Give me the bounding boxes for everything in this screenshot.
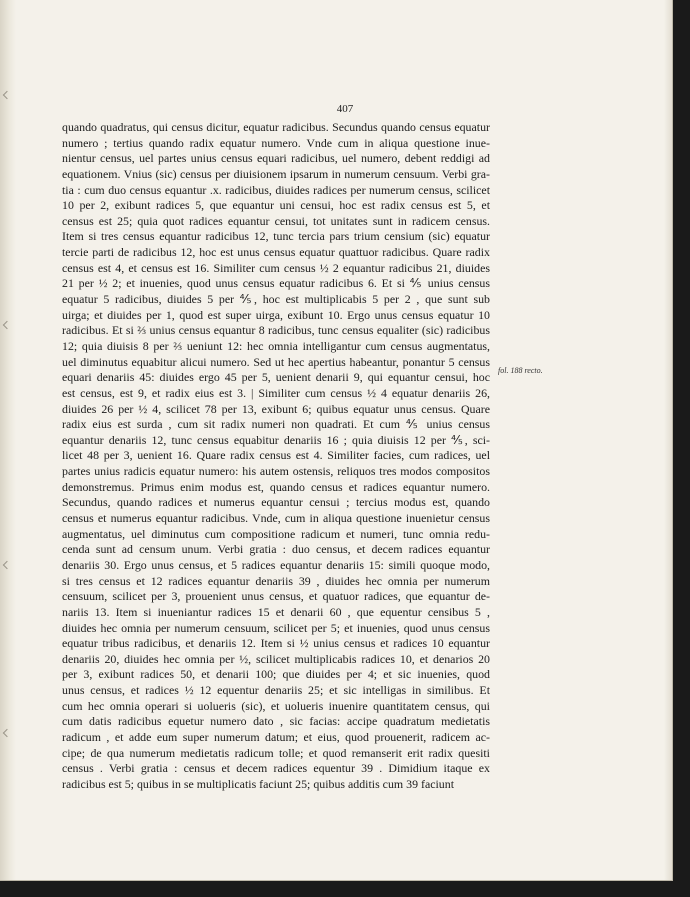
page-edge-shadow xyxy=(664,0,672,880)
text-line: cenda sunt ad censum unum. Verbi gratia : duo census, et decem radices equantur xyxy=(62,542,490,557)
binding-mark-icon xyxy=(3,321,11,329)
text-line: nariis 13. Item si inueniantur radices 15 et denarii 60 , que equentur censibus 5 , xyxy=(62,604,490,619)
text-line: census est 4, et census est 16. Similiter cum census ½ 2 equantur radicibus 21, diuides xyxy=(62,260,490,275)
text-line: demonstremus. Primus enim modus est, quando census et radices equantur numero. xyxy=(62,479,490,494)
text-line: equatur tribus radicibus, et denariis 12. Item si ½ unius census et radices 10 equantur xyxy=(62,636,490,651)
text-line: unus census, et radices ½ 12 equentur denariis 25; et sic intelligas in similibus. Et xyxy=(62,683,490,698)
text-line: census est 25; quia quot radices equantur censui, tot unitates sunt in radicem census. xyxy=(62,213,490,228)
text-line: census . Verbi gratia : census et decem radices equentur 39 . Dimidium itaque ex xyxy=(62,761,490,776)
text-line: diuides 26 per ½ 4, scilicet 78 per 13, exibunt 6; quibus equatur unus census. Quare xyxy=(62,401,490,416)
text-line: 12; quia diuisis 8 per ⅔ ueniunt 12: hec omnia intelligantur cum census augmentatus, xyxy=(62,338,490,353)
page-binding-shadow xyxy=(0,0,16,880)
text-line: licet 48 per 3, uenient 16. Quare radix census est 4. Similiter facies, cum radices, uel xyxy=(62,448,490,463)
text-line: uirga; et diuides per 1, quod est super uirga, exibunt 10. Ergo unus census equatur 10 xyxy=(62,307,490,322)
page-number: 407 xyxy=(336,103,354,115)
text-line: cipe; de qua numerum medietatis radicum tolle; et quod remanserit erit radix quesiti xyxy=(62,745,490,760)
text-line: uel diminutus equabitur alicui numero. Sed ut hec apertius habeantur, ponantur 5 census xyxy=(62,354,490,369)
binding-mark-icon xyxy=(3,91,11,99)
text-line: equationem. Vnius (sic) census per diuisionem ipsarum in numerum censuum. Verbi gra- xyxy=(62,166,490,181)
text-line: tia : cum duo census equantur .x. radicibus, diuides radices per numerum census, scilicet xyxy=(62,182,490,197)
binding-mark-icon xyxy=(3,561,11,569)
text-line: Secundus, quando radices et numerus equantur censui ; tercius modus est, quando xyxy=(62,495,490,510)
text-line: radix eius est surda , cum sit radix numeri non quadrati. Et cum ⅘ unius census xyxy=(62,417,490,432)
text-line: quando quadratus, qui census dicitur, equatur radicibus. Secundus quando census equatur xyxy=(62,120,490,134)
text-line: radicibus. Et si ⅔ unius census equantur 8 radicibus, tunc census equaliter (sic) radicibus xyxy=(62,323,490,338)
binding-mark-icon xyxy=(3,729,11,737)
text-line: tercie parti de radicibus 12, hoc est unus census equatur quattuor radicibus. Quare radix xyxy=(62,245,490,260)
text-line: partes unius radicis equatur numero: his autem ostensis, reliquos tres modos compositos xyxy=(62,464,490,479)
body-text xyxy=(62,120,490,793)
text-line: diuides hec omnia per numerum censuum, scilicet per 5; et inuenies, quod unus census xyxy=(62,620,490,635)
text-line: numero ; tertius quando radix equatur numero. Vnde cum in aliqua questione inue- xyxy=(62,135,490,150)
text-line: equari denariis 45: diuides ergo 45 per 5, uenient denarii 9, qui equantur censui, hoc xyxy=(62,370,490,385)
text-line: denariis 30. Ergo unus census, et 5 radices equantur denariis 15: simili quoque modo, xyxy=(62,557,490,572)
text-line: equatur 5 radicibus, diuides 5 per ⅘, hoc est multiplicabis 5 per 2 , que sunt sub xyxy=(62,292,490,307)
text-line: censuum, scilicet per 3, prouenient unus census, et quatuor radices, que equantur de- xyxy=(62,589,490,604)
text-line: augmentatus, uel diminutus cum compositione radicum et numeri, tunc omnia redu- xyxy=(62,526,490,541)
text-line: nientur census, uel partes unius census equari radicibus, uel numero, debent reddigi ad xyxy=(62,151,490,166)
text-line: census et numerus equantur radicibus. Vnde, cum in aliqua questione inuenietur census xyxy=(62,511,490,526)
text-line: Item si tres census equantur radicibus 12, tunc tercia pars trium censium (sic) equatur xyxy=(62,229,490,244)
text-line: est census, est 9, et radix eius est 3. | Similiter cum census ½ 4 equatur denariis 26, xyxy=(62,385,490,400)
text-line: equantur denariis 12, tunc census equabitur denariis 16 ; quia diuisis 12 per ⅘, sci- xyxy=(62,432,490,447)
text-line: per 3, exibunt radices 50, et denarii 100; que diuides per 4; et sic inuenies, quod xyxy=(62,667,490,682)
text-line: cum hec omnia operari si uolueris (sic), et uolueris inuenire quantitatem census, qui xyxy=(62,698,490,713)
margin-note: fol. 188 recto. xyxy=(498,366,543,375)
text-line: cum datis radicibus equetur numero dato , sic facias: accipe quadratum medietatis xyxy=(62,714,490,729)
text-line: 10 per 2, exibunt radices 5, que equantur uni censui, hoc est radix census est 5, et xyxy=(62,198,490,213)
text-line: 21 per ½ 2; et inuenies, quod unus census equatur radicibus 6. Et si ⅘ unius census xyxy=(62,276,490,291)
text-line: si tres census et 12 radices equantur denariis 39 , diuides hec omnia per numerum xyxy=(62,573,490,588)
text-line: radicum , et adde eum super numerum datum; et eius, quod prouenerit, radicem ac- xyxy=(62,729,490,744)
text-line: radicibus est 5; quibus in se multiplicatis faciunt 25; quibus additis cum 39 faciunt xyxy=(62,776,455,791)
text-line: denariis 20, diuides hec omnia per ½, scilicet multiplicabis radices 10, et denarios 20 xyxy=(62,651,490,666)
